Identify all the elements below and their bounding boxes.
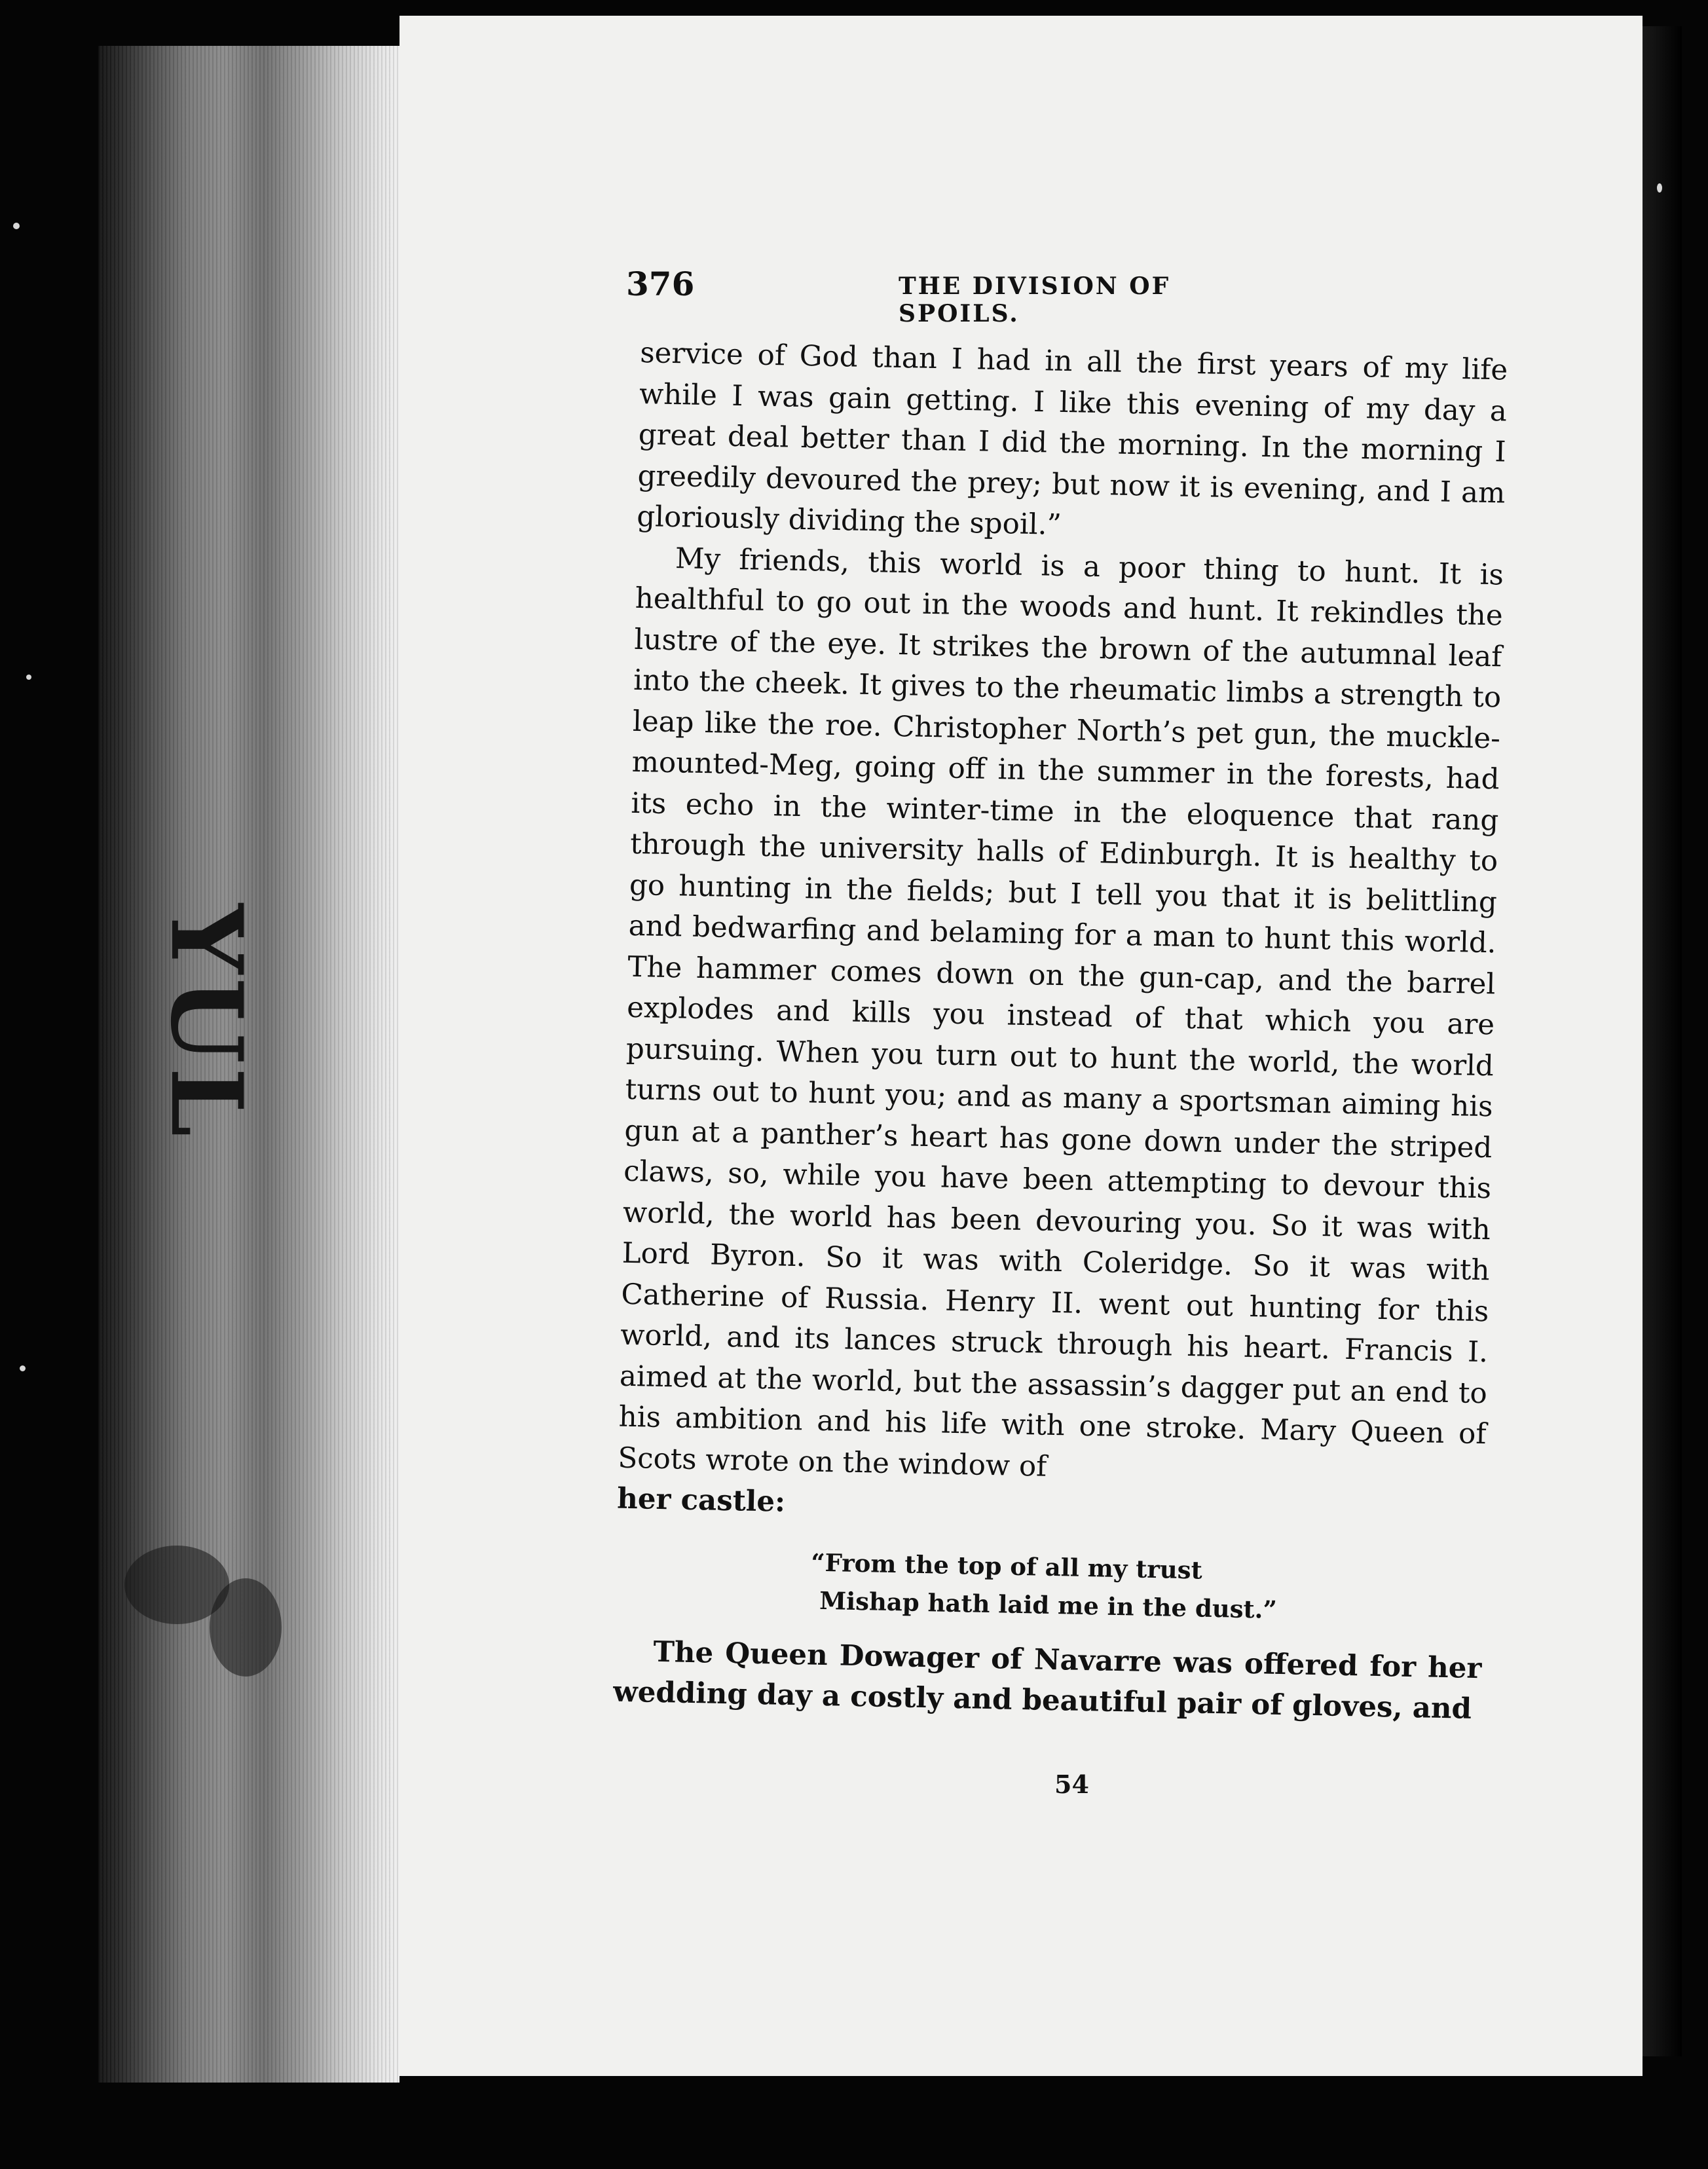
page-number: 376 [626,265,695,303]
quoted-verse [615,1539,1484,1633]
paragraph-2: My friends, this world is a poor thing to hunt. It is healthful to go out in the woods and hunt. It rekindles the lustre of the eye. It strikes the brown of the autumnal leaf into the cheek. It gives to the rheumatic limbs a strength to leap like the roe. Christopher North’s pet gun, the muckle-mounted-Meg, going off in the summer in the forests, had its echo in the winter-time in the eloquence that rang through the university halls of Edinburgh. It is healthy to go hunting in the fields; but I tell you that it is belittling and bedwarfing and belaming for a man to hunt this world. The hammer comes down on the gun-cap, and the barrel explodes and kills you instead of that which you are pursuing. When you turn out to hunt the world, the world turns out to hunt you; and as many a sportsman aiming his gun at a panther’s heart has gone down under the striped claws, so, while you have been attempting to devour this world, the world has been devouring you. So it was with Lord Byron. So it was with Coleridge. So it was with Catherine of Russia. Henry II. went out hunting for this world, and its lances struck through his heart. Francis I. aimed at the world, but the assassin’s dagger put an end to his ambition and his life with one stroke. Mary Queen of Scots wrote on the window of [618,542,1504,1483]
paragraph-1: service of God than I had in all the first years of my life while I was gain getting. I like this evening of my day a great deal better than I did the morning. In the morning I greedily devoured the prey; but now it is evening, and I am gloriously dividing the spoil.” [636,336,1508,542]
scan-speck [20,1365,26,1371]
body-text [613,333,1508,1730]
verse-line-1: “From the top of all my trust [810,1548,1203,1585]
verse-line-2: Mishap hath laid me in the dust.” [819,1585,1278,1624]
signature-mark: 54 [1054,1770,1089,1799]
spine-mark [46,904,262,1015]
paragraph-2-end: her castle: [616,1481,786,1519]
ink-stain [210,1578,282,1677]
scan-speck [26,675,31,680]
scan-speck [13,223,20,229]
running-title: THE DIVISION OF SPOILS. [899,272,1171,327]
page-header [626,265,1281,327]
page-edge-shadow [1643,26,1682,2056]
paragraph-3: The Queen Dowager of Navarre was offered for her wedding day a costly and beautiful pair of gloves, and [612,1635,1482,1726]
scan-speck [1657,183,1662,193]
